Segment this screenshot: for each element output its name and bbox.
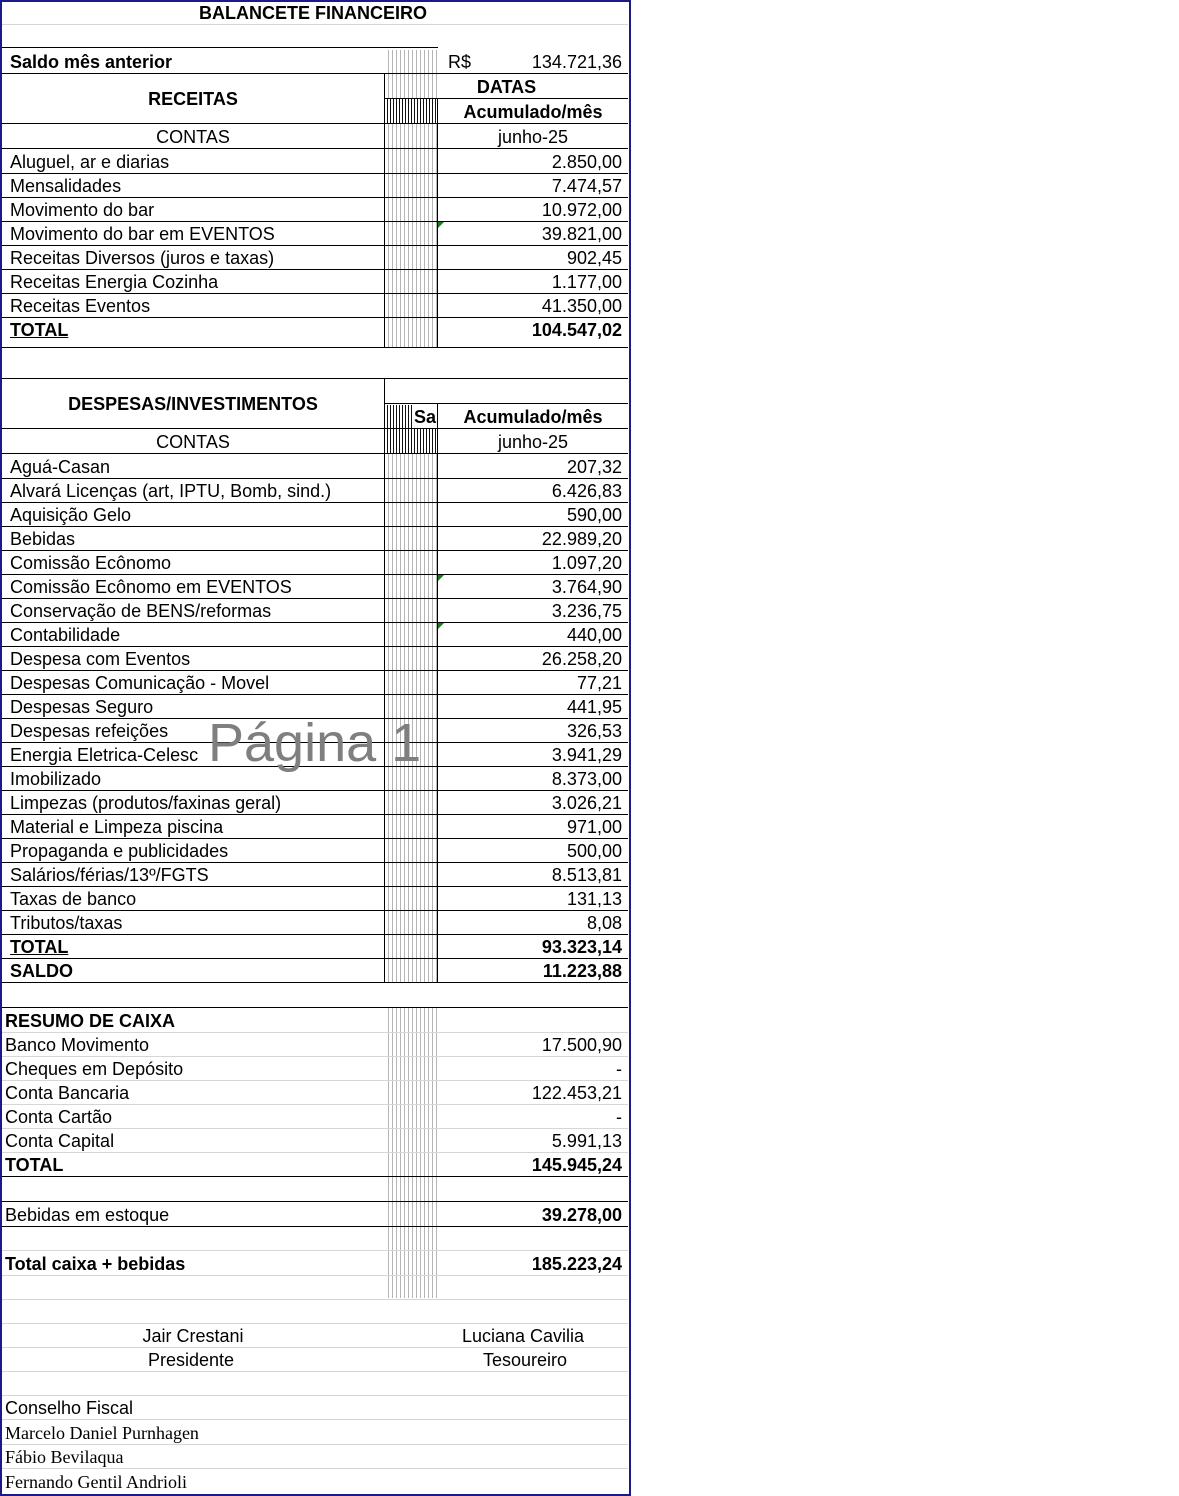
row-label: Salários/férias/13º/FGTS — [10, 865, 209, 885]
row-label: Movimento do bar — [10, 200, 155, 220]
comment-marker — [438, 623, 444, 629]
row-value: 6.426,83 — [551, 481, 622, 501]
row-value: 26.258,20 — [541, 649, 622, 669]
resumo-header: RESUMO DE CAIXA — [5, 1011, 176, 1031]
estoque-label: Bebidas em estoque — [5, 1205, 170, 1225]
despesas-total-label: TOTAL — [10, 937, 69, 957]
resumo-total-value: 145.945,24 — [531, 1155, 622, 1175]
row-value: 3.764,90 — [551, 577, 622, 597]
row-label: Alvará Licenças (art, IPTU, Bomb, sind.) — [10, 481, 332, 501]
hatched-column — [385, 99, 437, 124]
row-label: Comissão Ecônomo — [10, 553, 172, 573]
estoque-value: 39.278,00 — [541, 1205, 622, 1225]
row-label: Comissão Ecônomo em EVENTOS — [10, 577, 292, 597]
conselho-member: Marcelo Daniel Purnhagen — [5, 1423, 199, 1443]
row-divider — [2, 123, 628, 124]
acumulado-header: Acumulado/mês — [463, 102, 603, 122]
period-label: junho-25 — [497, 127, 569, 147]
row-label: Imobilizado — [10, 769, 102, 789]
row-divider — [384, 98, 628, 99]
period-label: junho-25 — [497, 432, 569, 452]
row-value: 2.850,00 — [551, 152, 622, 172]
row-divider — [2, 47, 438, 48]
saldo-anterior-value: 134.721,36 — [531, 52, 622, 72]
row-value: 1.097,20 — [551, 553, 622, 573]
row-value: 902,45 — [566, 248, 622, 268]
contas-label: CONTAS — [156, 432, 230, 452]
row-label: Propaganda e publicidades — [10, 841, 229, 861]
row-label: Material e Limpeza piscina — [10, 817, 224, 837]
acumulado-header: Acumulado/mês — [463, 407, 603, 427]
saldo-value: 11.223,88 — [542, 961, 622, 981]
row-label: Aluguel, ar e diarias — [10, 152, 170, 172]
row-value: 3.026,21 — [551, 793, 622, 813]
row-label: Conservação de BENS/reformas — [10, 601, 272, 621]
receitas-total-label: TOTAL — [10, 320, 69, 340]
contas-label: CONTAS — [156, 127, 230, 147]
sa-label: Sa — [414, 407, 437, 427]
row-label: Despesa com Eventos — [10, 649, 191, 669]
row-divider — [2, 148, 628, 149]
row-divider — [2, 1468, 628, 1469]
currency-label: R$ — [448, 52, 472, 72]
row-label: Conta Cartão — [5, 1107, 113, 1127]
hatched-column — [385, 1008, 437, 1298]
row-divider — [384, 403, 628, 404]
row-label: Conta Bancaria — [5, 1083, 130, 1103]
row-label: Contabilidade — [10, 625, 121, 645]
presidente-role: Presidente — [147, 1350, 235, 1370]
conselho-label: Conselho Fiscal — [5, 1398, 134, 1418]
tesoureiro-role: Tesoureiro — [482, 1350, 568, 1370]
row-divider — [2, 982, 628, 983]
row-label: Taxas de banco — [10, 889, 137, 909]
column-divider — [384, 378, 385, 983]
row-divider — [2, 958, 628, 959]
receitas-total-value: 104.547,02 — [531, 320, 622, 340]
row-value: 131,13 — [566, 889, 622, 909]
receitas-header: RECEITAS — [148, 89, 238, 109]
row-label: Limpezas (produtos/faxinas geral) — [10, 793, 282, 813]
row-value: 3.941,29 — [551, 745, 622, 765]
row-divider — [2, 1419, 628, 1420]
row-divider — [2, 24, 628, 25]
row-label: Receitas Eventos — [10, 296, 151, 316]
row-value: 971,00 — [566, 817, 622, 837]
row-label: Bebidas — [10, 529, 76, 549]
row-label: Energia Eletrica-Celesc — [10, 745, 199, 765]
row-label: Conta Capital — [5, 1131, 115, 1151]
row-value: 8.513,81 — [551, 865, 622, 885]
datas-header: DATAS — [476, 77, 537, 97]
row-label: Receitas Energia Cozinha — [10, 272, 219, 292]
row-value: 3.236,75 — [551, 601, 622, 621]
row-value: 39.821,00 — [541, 224, 622, 244]
presidente-name: Jair Crestani — [142, 1326, 244, 1346]
row-label: Despesas Seguro — [10, 697, 154, 717]
column-divider — [437, 403, 438, 983]
row-divider — [2, 526, 628, 527]
row-value: 500,00 — [566, 841, 622, 861]
row-value: 207,32 — [566, 457, 622, 477]
row-divider — [2, 1250, 628, 1251]
saldo-label: SALDO — [10, 961, 73, 981]
comment-marker — [438, 222, 444, 228]
row-label: Despesas Comunicação - Movel — [10, 673, 270, 693]
row-value: - — [616, 1059, 622, 1079]
row-divider — [2, 1371, 628, 1372]
row-value: 8.373,00 — [551, 769, 622, 789]
row-label: Movimento do bar em EVENTOS — [10, 224, 275, 244]
resumo-total-label: TOTAL — [5, 1155, 64, 1175]
row-divider — [2, 1007, 628, 1008]
row-value: 122.453,21 — [531, 1083, 622, 1103]
row-label: Tributos/taxas — [10, 913, 123, 933]
row-value: 7.474,57 — [551, 176, 622, 196]
row-value: 1.177,00 — [551, 272, 622, 292]
row-value: 440,00 — [566, 625, 622, 645]
conselho-member: Fábio Bevilaqua — [5, 1447, 124, 1467]
row-divider — [2, 378, 628, 379]
row-label: Mensalidades — [10, 176, 122, 196]
row-value: - — [616, 1107, 622, 1127]
total-caixa-label: Total caixa + bebidas — [5, 1254, 186, 1274]
row-divider — [2, 1299, 628, 1300]
hatched-column — [385, 124, 437, 348]
row-divider — [2, 1201, 628, 1202]
row-label: Banco Movimento — [5, 1035, 150, 1055]
row-value: 22.989,20 — [541, 529, 622, 549]
row-divider — [2, 1176, 628, 1177]
despesas-total-value: 93.323,14 — [541, 937, 622, 957]
conselho-member: Fernando Gentil Andrioli — [5, 1472, 187, 1492]
despesas-header: DESPESAS/INVESTIMENTOS — [68, 394, 318, 414]
row-value: 77,21 — [576, 673, 622, 693]
row-value: 8,08 — [586, 913, 622, 933]
row-label: Aguá-Casan — [10, 457, 111, 477]
row-label: Aquisição Gelo — [10, 505, 132, 525]
tesoureiro-name: Luciana Cavilia — [461, 1326, 585, 1346]
row-divider — [2, 73, 628, 74]
row-divider — [2, 453, 628, 454]
total-caixa-value: 185.223,24 — [531, 1254, 622, 1274]
row-label: Receitas Diversos (juros e taxas) — [10, 248, 275, 268]
row-value: 590,00 — [566, 505, 622, 525]
saldo-anterior-label: Saldo mês anterior — [10, 52, 173, 72]
page-watermark: Página 1 — [208, 713, 422, 773]
row-divider — [2, 428, 628, 429]
column-divider — [384, 73, 385, 348]
row-divider — [2, 934, 628, 935]
row-divider — [2, 347, 628, 348]
row-value: 10.972,00 — [541, 200, 622, 220]
row-value: 17.500,90 — [541, 1035, 622, 1055]
page-title: BALANCETE FINANCEIRO — [199, 3, 427, 23]
comment-marker — [438, 575, 444, 581]
row-divider — [2, 1226, 628, 1227]
row-label: Cheques em Depósito — [5, 1059, 184, 1079]
row-divider — [2, 1275, 628, 1276]
row-label: Despesas refeições — [10, 721, 169, 741]
row-value: 41.350,00 — [541, 296, 622, 316]
row-value: 326,53 — [566, 721, 622, 741]
row-value: 441,95 — [566, 697, 622, 717]
row-value: 5.991,13 — [551, 1131, 622, 1151]
